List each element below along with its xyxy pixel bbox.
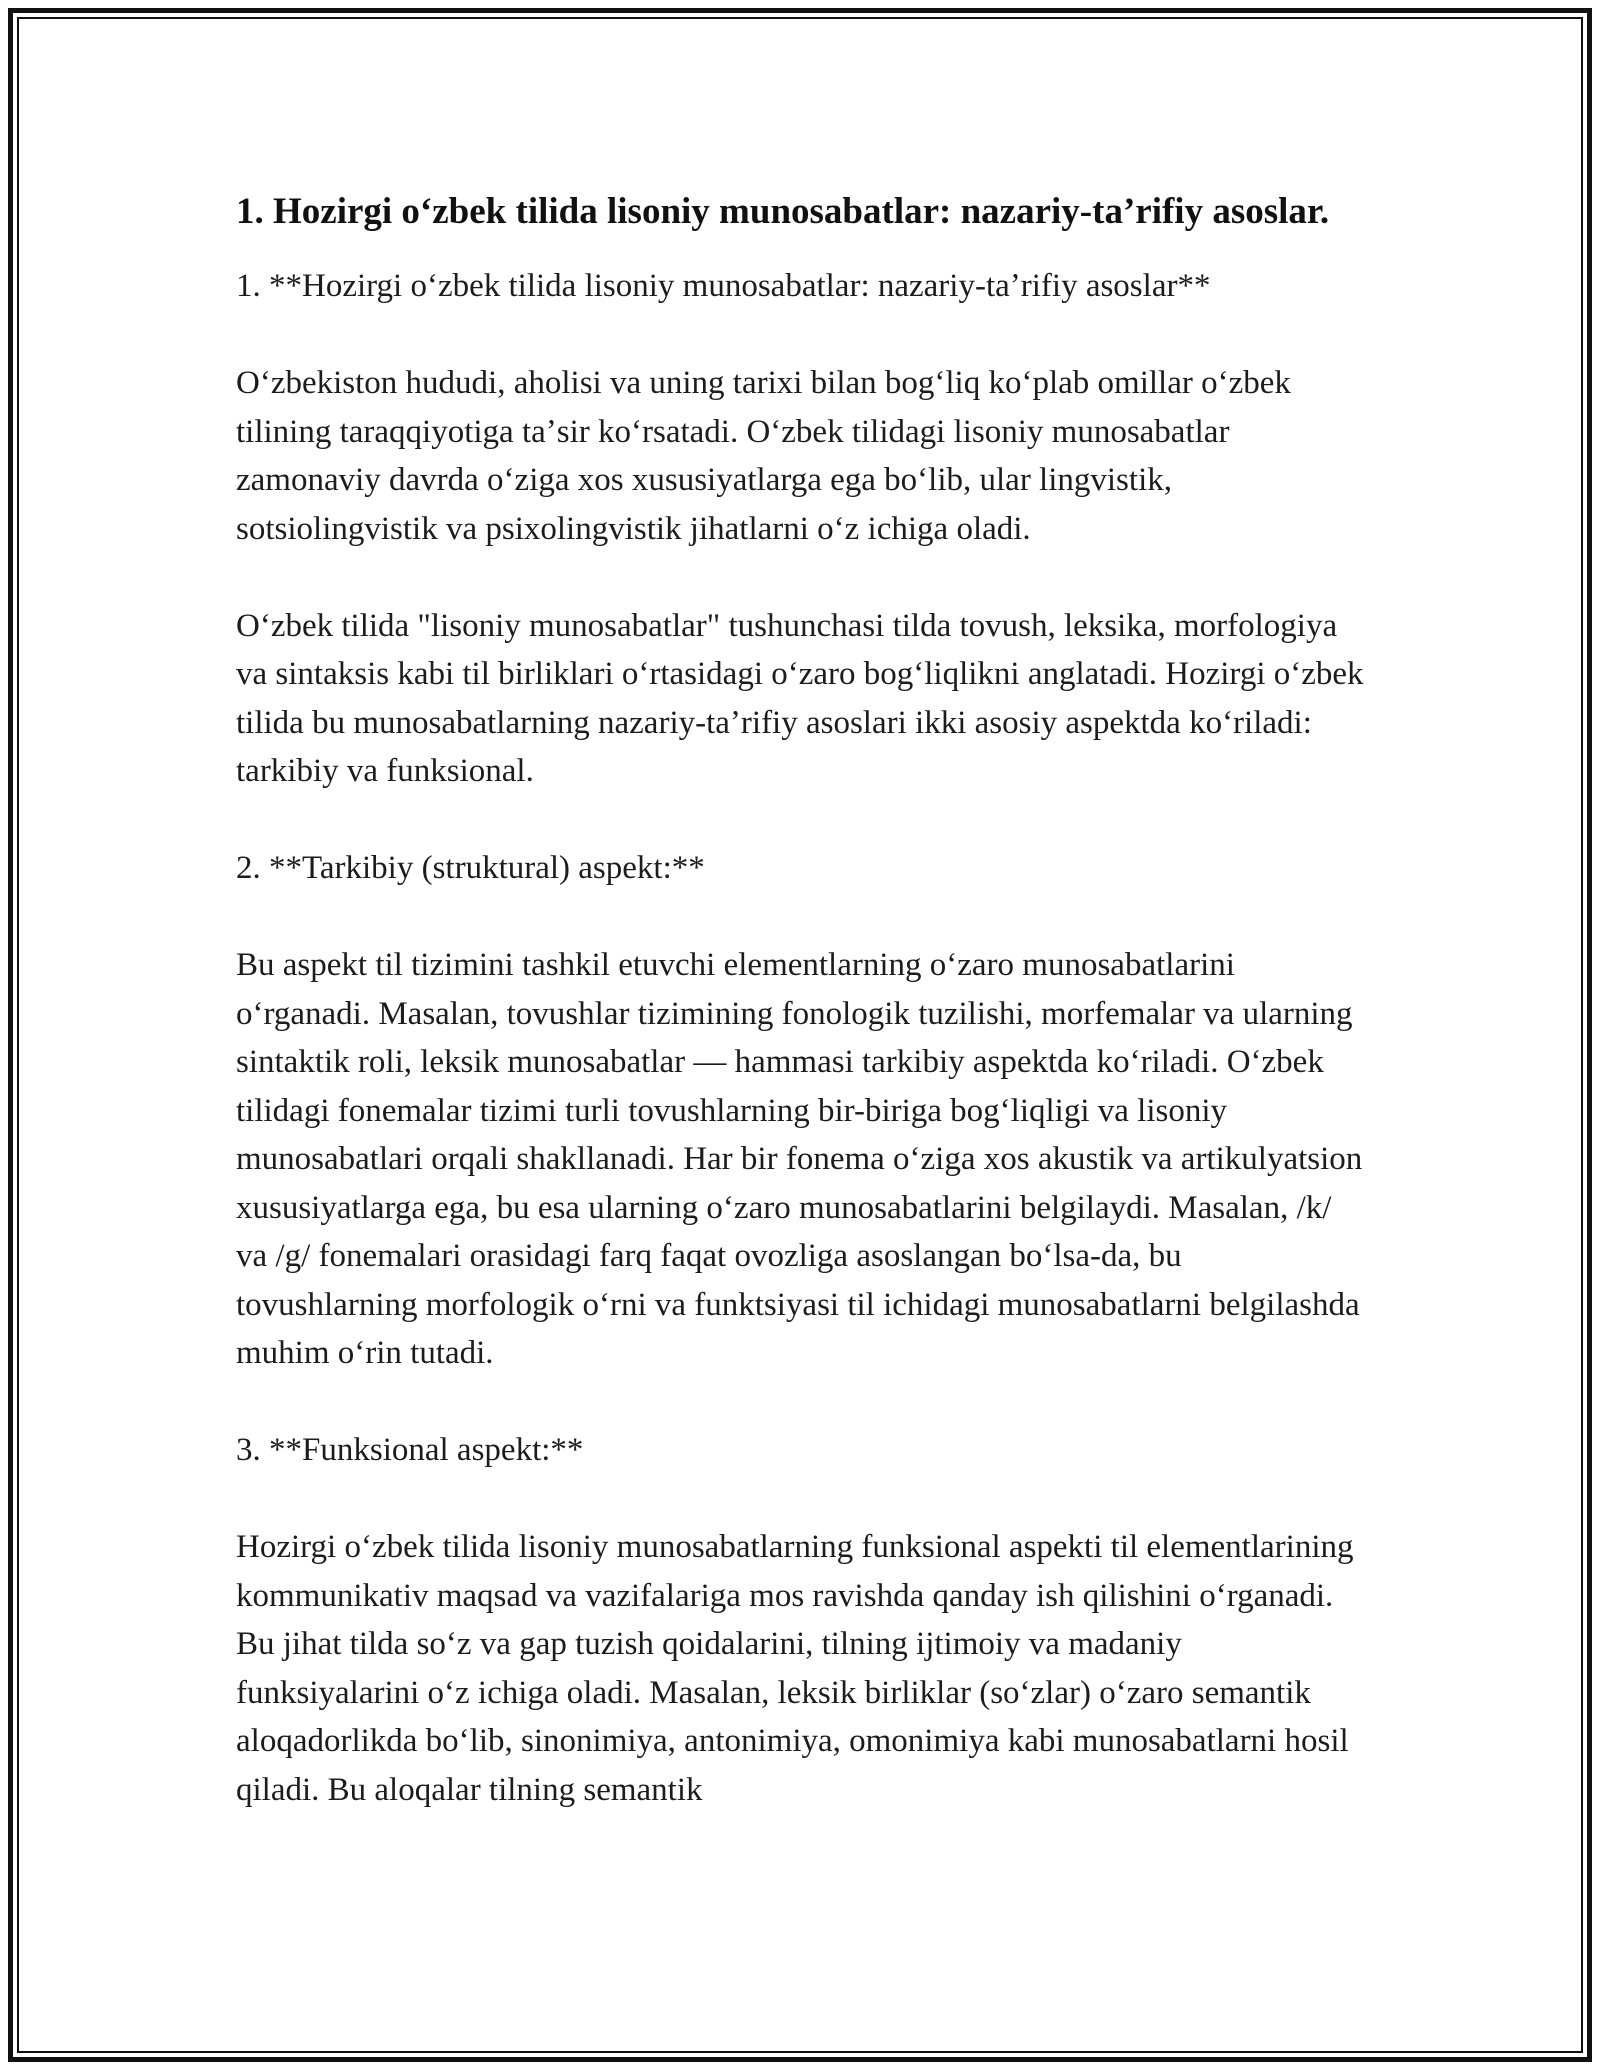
section-heading-1: 1. **Hozirgi oʻzbek tilida lisoniy munosabatlar: nazariy-taʼrifiy asoslar** — [236, 268, 1211, 304]
paragraph-intro: Oʻzbekiston hududi, aholisi va uning tarixi bilan bogʻliq koʻplab omillar oʻzbek tilining taraqqiyotiga taʼsir koʻrsatadi. Oʻzbek tilidagi lisoniy munosabatlar zamonaviy davrda oʻziga xos xususiyatlarga ega boʻlib, ular lingvistik, sotsiolingvistik va psixolingvistik jihatlarni oʻz ichiga oladi. — [236, 365, 1291, 547]
paragraph-functional: Hozirgi oʻzbek tilida lisoniy munosabatlarning funksional aspekti til elementlarining kommunikativ maqsad va vazifalariga mos ravishda qanday ish qilishini oʻrganadi. Bu jihat tilda soʻz va gap tuzish qoidalarini, tilning ijtimoiy va madaniy funksiyalarini oʻz ichiga oladi. Masalan, leksik birliklar (soʻzlar) oʻzaro semantik aloqadorlikda boʻlib, sinonimiya, antonimiya, omonimiya kabi munosabatlarni hosil qiladi. Bu aloqalar tilning semantik — [236, 1529, 1354, 1808]
document-title: 1. Hozirgi oʻzbek tilida lisoniy munosabatlar: nazariy-taʼrifiy asoslar. — [236, 191, 1330, 232]
section-heading-2: 2. **Tarkibiy (struktural) aspekt:** — [236, 850, 705, 886]
document-body — [236, 184, 1366, 1814]
section-heading-3: 3. **Funksional aspekt:** — [236, 1432, 584, 1468]
paragraph-structural: Bu aspekt til tizimini tashkil etuvchi elementlarning oʻzaro munosabatlarini oʻrganadi. Masalan, tovushlar tizimining fonologik tuzilishi, morfemalar va ularning sintaktik roli, leksik munosabatlar — hammasi tarkibiy aspektda koʻriladi. Oʻzbek tilidagi fonemalar tizimi turli tovushlarning bir-biriga bogʻliqligi va lisoniy munosabatlari orqali shakllanadi. Har bir fonema oʻziga xos akustik va artikulyatsion xususiyatlarga ega, bu esa ularning oʻzaro munosabatlarini belgilaydi. Masalan, /k/ va /g/ fonemalari orasidagi farq faqat ovozliga asoslangan boʻlsa-da, bu tovushlarning morfologik oʻrni va funktsiyasi til ichidagi munosabatlarni belgilashda muhim oʻrin tutadi. — [236, 947, 1363, 1371]
paragraph-definition: Oʻzbek tilida "lisoniy munosabatlar" tushunchasi tilda tovush, leksika, morfologiya va sintaksis kabi til birliklari oʻrtasidagi oʻzaro bogʻliqlikni anglatadi. Hozirgi oʻzbek tilida bu munosabatlarning nazariy-taʼrifiy asoslari ikki asosiy aspektda koʻriladi: tarkibiy va funksional. — [236, 607, 1364, 789]
